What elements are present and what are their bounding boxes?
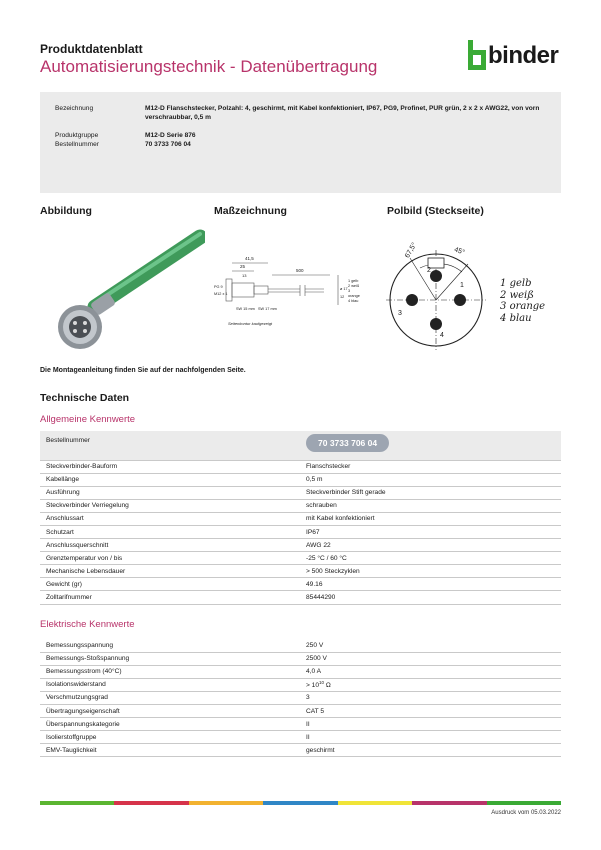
spec-label: EMV-Tauglichkeit [40, 744, 300, 757]
spec-value: 4,0 A [300, 665, 561, 678]
table-row [40, 731, 561, 744]
spec-value: schrauben [300, 499, 561, 512]
spec-value: CAT 5 [300, 704, 561, 717]
pin-color: gelb [509, 278, 532, 289]
table-row [40, 665, 561, 678]
spec-label: Mechanische Lebensdauer [40, 565, 300, 578]
table-row [40, 718, 561, 731]
spec-value: > 500 Steckzyklen [300, 565, 561, 578]
spec-value: Steckverbinder Stift gerade [300, 486, 561, 499]
pin-label: 4 [440, 332, 444, 339]
masszeichnung-heading: Maßzeichnung [214, 205, 287, 217]
spec-label: Übertragungseigenschaft [40, 704, 300, 717]
table-row [40, 652, 561, 665]
spec-value: AWG 22 [300, 539, 561, 552]
spec-label: Gewicht (gr) [40, 578, 300, 591]
table-row [40, 552, 561, 565]
spec-value: Flanschstecker [300, 460, 561, 473]
abbildung-heading: Abbildung [40, 205, 92, 217]
spec-value: 3 [300, 691, 561, 704]
table-row [40, 512, 561, 525]
spec-value: 85444290 [300, 591, 561, 604]
spec-label: Bemessungsspannung [40, 639, 300, 652]
pin-color: orange [348, 294, 360, 298]
footer-color-bar [40, 801, 561, 805]
montage-note: Die Montageanleitung finden Sie auf der nachfolgenden Seite. [40, 367, 246, 374]
color-segment [40, 801, 114, 805]
summary-label: Bestellnummer [55, 141, 99, 148]
binder-logo [466, 40, 566, 74]
elektrische-heading: Elektrische Kennwerte [40, 619, 135, 630]
order-number-badge: 70 3733 706 04 [306, 434, 389, 452]
technische-daten-heading: Technische Daten [40, 392, 130, 404]
spec-label: Isolierstoffgruppe [40, 731, 300, 744]
table-row [40, 486, 561, 499]
spec-value: 49.16 [300, 578, 561, 591]
dim-label: ø 17 [340, 287, 348, 291]
elektrische-table [40, 639, 561, 757]
color-segment [412, 801, 486, 805]
spec-label: Anschlussart [40, 512, 300, 525]
spec-label: Steckverbinder-Bauform [40, 460, 300, 473]
table-row [40, 678, 561, 691]
print-date: Ausdruck vom 05.03.2022 [491, 810, 561, 816]
summary-value: 70 3733 706 04 [145, 141, 191, 148]
angle-label: 67,5° [404, 241, 419, 260]
pin-color: gelb [351, 279, 359, 283]
spec-label: Steckverbinder Verriegelung [40, 499, 300, 512]
dim-label: 13 [242, 273, 247, 278]
pin-diagram [376, 238, 561, 358]
pin-number: 3 [500, 301, 507, 312]
spec-value: II [300, 731, 561, 744]
spec-value: 0,5 m [300, 473, 561, 486]
polbild-heading: Polbild (Steckseite) [387, 205, 484, 217]
pin-color: blau [509, 312, 532, 324]
dim-label: PG 9 [214, 285, 223, 289]
dim-label: 25 [240, 264, 246, 269]
dim-label: M12 x 1 [214, 292, 228, 296]
table-row [40, 704, 561, 717]
pin-number: 2 [500, 289, 507, 301]
pin-number: 1 [500, 278, 507, 289]
dim-label: SW 17 mm [258, 307, 277, 311]
dim-label: 41,5 [245, 256, 254, 261]
spec-label: Bemessungs-Stoßspannung [40, 652, 300, 665]
order-number-label: Bestellnummer [40, 431, 300, 460]
pin-color: weiß [509, 289, 534, 301]
spec-value: mit Kabel konfektioniert [300, 512, 561, 525]
color-segment [189, 801, 263, 805]
drawing-pin-legend [348, 279, 362, 304]
color-segment [263, 801, 337, 805]
spec-value: IP67 [300, 525, 561, 538]
logo-text: binder [488, 42, 559, 69]
product-image [40, 225, 205, 355]
dim-label: 12 [340, 295, 345, 299]
table-row [40, 565, 561, 578]
color-segment [114, 801, 188, 805]
allgemeine-heading: Allgemeine Kennwerte [40, 414, 136, 425]
spec-label: Ausführung [40, 486, 300, 499]
pin-number: 3 [348, 289, 351, 293]
spec-value-main: > 10 [306, 682, 320, 690]
spec-label: Bemessungsstrom (40°C) [40, 665, 300, 678]
color-segment [487, 801, 561, 805]
dimension-drawing [212, 245, 362, 335]
spec-value: II [300, 718, 561, 731]
spec-label: Verschmutzungsgrad [40, 691, 300, 704]
pin-color: weiß [351, 284, 360, 288]
drawing-note: Seitenkontur kaufgezeigt [228, 321, 273, 326]
table-row [40, 744, 561, 757]
allgemeine-table [40, 431, 561, 605]
pin-label: 3 [398, 310, 402, 317]
spec-value: 2500 V [300, 652, 561, 665]
page-title: Automatisierungstechnik - Datenübertragung [40, 57, 378, 76]
spec-value-unit: Ω [324, 682, 331, 690]
spec-value [300, 678, 561, 691]
spec-label: Schutzart [40, 525, 300, 538]
summary-label: Bezeichnung [55, 105, 94, 112]
angle-label: 45° [453, 246, 466, 257]
summary-value: M12-D Serie 876 [145, 132, 196, 139]
table-row [40, 473, 561, 486]
table-row [40, 525, 561, 538]
spec-label: Kabellänge [40, 473, 300, 486]
summary-box [40, 92, 561, 193]
table-row [40, 639, 561, 652]
summary-value: M12-D Flanschstecker, Polzahl: 4, geschirmt, mit Kabel konfektioniert, IP67, PG9, Profinet, PUR grün, 2 x 2 x AWG22, von vorn verschraubbar, 0,5 m [145, 105, 540, 121]
dim-label: 500 [296, 268, 304, 273]
pin-label: 1 [460, 282, 464, 289]
order-number-row [40, 431, 561, 460]
document-type: Produktdatenblatt [40, 42, 143, 56]
pin-number: 1 [348, 279, 351, 283]
spec-label: Isolationswiderstand [40, 678, 300, 691]
spec-value: 250 V [300, 639, 561, 652]
table-row [40, 460, 561, 473]
spec-label: Überspannungskategorie [40, 718, 300, 731]
spec-value: -25 °C / 60 °C [300, 552, 561, 565]
table-row [40, 499, 561, 512]
spec-value: geschirmt [300, 744, 561, 757]
dim-label: SW 15 mm [236, 307, 255, 311]
pin-color: orange [509, 301, 546, 312]
pin-label: 2 [427, 267, 431, 274]
spec-label: Zolltarifnummer [40, 591, 300, 604]
pin-number: 4 [348, 299, 351, 303]
table-row [40, 539, 561, 552]
summary-label: Produktgruppe [55, 132, 99, 139]
spec-label: Grenztemperatur von / bis [40, 552, 300, 565]
color-segment [338, 801, 412, 805]
pin-number: 4 [500, 312, 507, 324]
pin-number: 2 [348, 284, 351, 288]
pin-color: blau [351, 299, 359, 303]
table-row [40, 578, 561, 591]
spec-value-exponent: 10 [319, 680, 325, 686]
table-row [40, 591, 561, 604]
table-row [40, 691, 561, 704]
spec-label: Anschlussquerschnitt [40, 539, 300, 552]
pin-color-legend [500, 278, 545, 324]
